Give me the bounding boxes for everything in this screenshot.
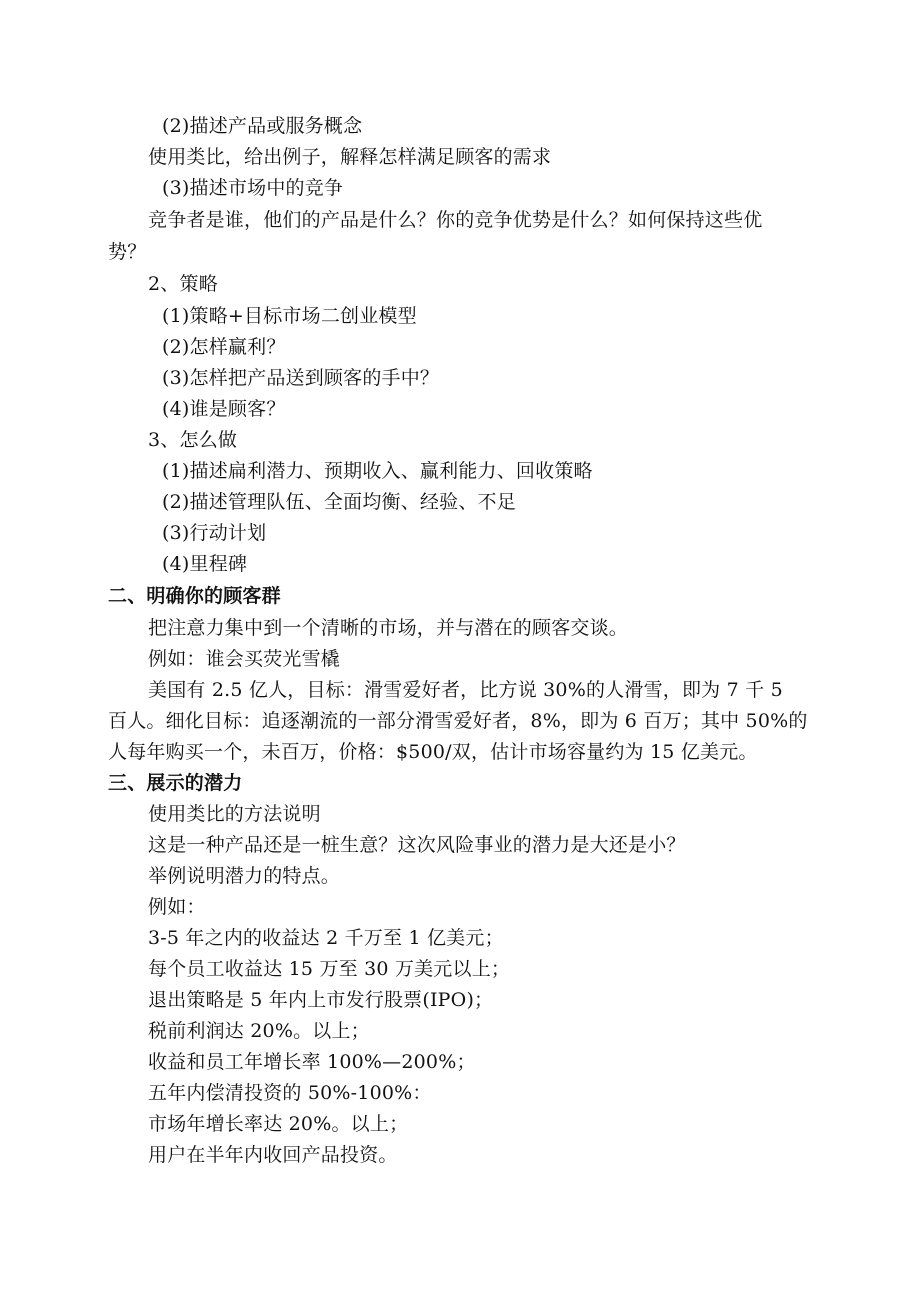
paragraph-use-analogy: 使用类比，给出例子，解释怎样满足顾客的需求 <box>148 146 552 168</box>
paragraph-focus-market: 把注意力集中到一个清晰的市场，并与潜在的顾客交谈。 <box>148 617 629 639</box>
subitem-describe-product: (2)描述产品或服务概念 <box>162 115 363 137</box>
list-item-market-growth: 市场年增长率达 20%。以上； <box>148 1113 409 1135</box>
section-strategy: 2、策略 <box>148 273 218 295</box>
section-how-to-do: 3、怎么做 <box>148 429 238 451</box>
list-item-growth-rate: 收益和员工年增长率 100%—200%； <box>148 1051 476 1073</box>
paragraph-refine-target: 百人。细化目标：追逐潮流的一部分滑雪爱好者，8%，即为 6 百万；其中 50%的 <box>108 710 808 732</box>
heading-show-potential: 三、展示的潜力 <box>108 772 243 794</box>
paragraph-example-sled: 例如：谁会买荧光雪橇 <box>148 648 341 670</box>
subitem-how-profit: (2)怎样赢利？ <box>162 336 286 358</box>
paragraph-competitors-line2: 势？ <box>108 241 147 263</box>
list-item-exit-strategy: 退出策略是 5 年内上市发行股票(IPO)； <box>148 989 494 1011</box>
paragraph-us-population: 美国有 2.5 亿人，目标：滑雪爱好者，比方说 30%的人滑雪，即为 7 千 5 <box>148 679 783 701</box>
paragraph-competitors-line1: 竞争者是谁，他们的产品是什么？你的竞争优势是什么？如何保持这些优 <box>148 209 763 231</box>
paragraph-market-size: 人每年购买一个，未百万，价格：$500/双，估计市场容量约为 15 亿美元。 <box>108 741 758 763</box>
paragraph-product-or-business: 这是一种产品还是一桩生意？这次风险事业的潜力是大还是小？ <box>148 834 686 856</box>
paragraph-for-example: 例如： <box>148 896 206 918</box>
subitem-who-customer: (4)谁是顾客？ <box>162 398 286 420</box>
list-item-pretax-profit: 税前利润达 20%。以上； <box>148 1020 370 1042</box>
subitem-deliver-product: (3)怎样把产品送到顾客的手中？ <box>162 367 440 389</box>
subitem-milestones: (4)里程碑 <box>162 553 248 575</box>
subitem-strategy-model: (1)策略+目标市场二创业模型 <box>162 305 417 327</box>
list-item-repay-investment: 五年内偿清投资的 50%-100%： <box>148 1082 432 1104</box>
list-item-user-payback: 用户在半年内收回产品投资。 <box>148 1144 398 1166</box>
subitem-action-plan: (3)行动计划 <box>162 522 267 544</box>
subitem-describe-competition: (3)描述市场中的竞争 <box>162 177 344 199</box>
list-item-revenue: 3-5 年之内的收益达 2 千万至 1 亿美元； <box>148 927 504 949</box>
subitem-management-team: (2)描述管理队伍、全面均衡、经验、不足 <box>162 491 516 513</box>
subitem-profit-potential: (1)描述扁利潜力、预期收入、赢利能力、回收策略 <box>162 460 593 482</box>
list-item-revenue-per-employee: 每个员工收益达 15 万至 30 万美元以上； <box>148 958 511 980</box>
paragraph-potential-features: 举例说明潜力的特点。 <box>148 865 341 887</box>
paragraph-analogy-method: 使用类比的方法说明 <box>148 803 321 825</box>
heading-customer-group: 二、明确你的顾客群 <box>108 585 281 607</box>
